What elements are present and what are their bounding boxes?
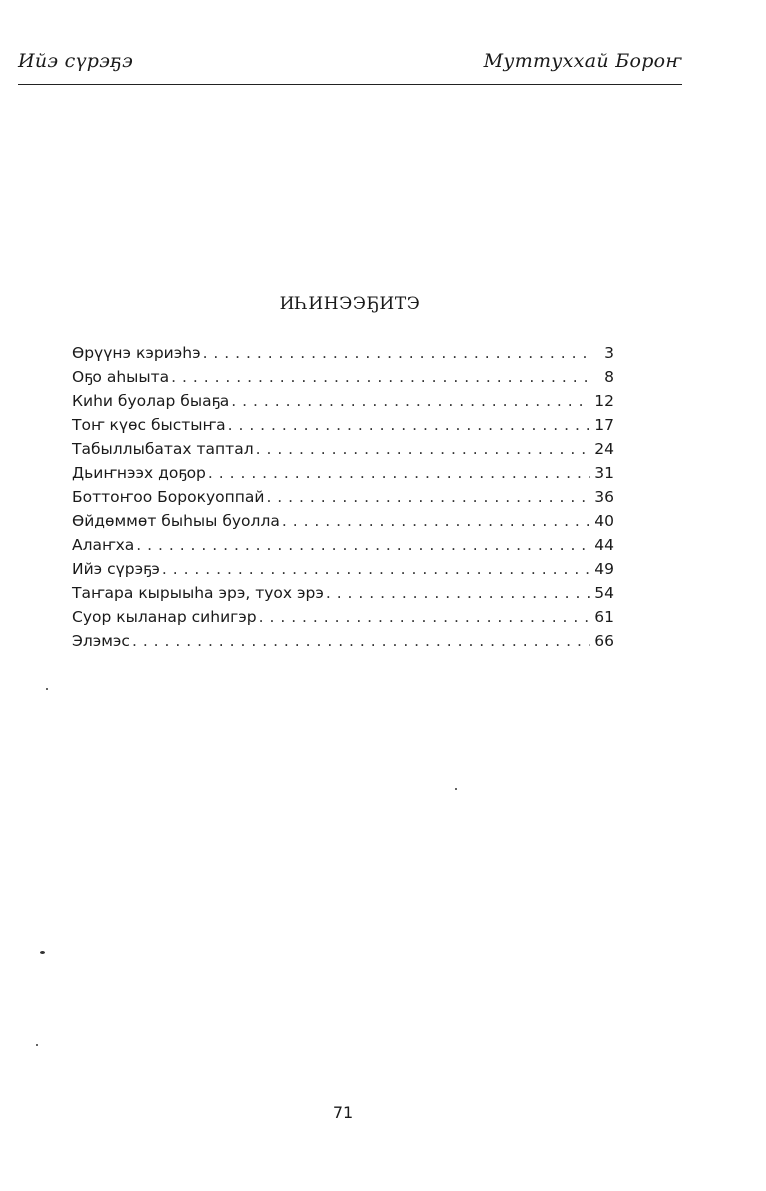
- author-name: Муттуххай Бороҥ: [483, 50, 682, 72]
- dot-leader: [326, 584, 590, 602]
- toc-entry: [72, 368, 614, 392]
- toc-entry-page: 12: [594, 392, 614, 410]
- toc-entry: [72, 512, 614, 536]
- toc-entry-page: 31: [594, 464, 614, 482]
- toc-title: ИҺИНЭЭҔИТЭ: [279, 294, 421, 314]
- toc-entry: [72, 608, 614, 632]
- toc-entry-title: Өрүүнэ кэриэһэ: [72, 344, 201, 362]
- toc-entry-title: Тоҥ күөс быстыҥа: [72, 416, 226, 434]
- toc-entry-page: 66: [594, 632, 614, 650]
- scan-speck: [455, 788, 457, 790]
- toc-entry-page: 17: [594, 416, 614, 434]
- scan-speck: [40, 951, 45, 954]
- toc-entry: [72, 392, 614, 416]
- dot-leader: [231, 392, 590, 410]
- dot-leader: [136, 536, 590, 554]
- toc-entry-page: 40: [594, 512, 614, 530]
- dot-leader: [171, 368, 592, 386]
- dot-leader: [203, 344, 592, 362]
- page-number: 71: [332, 1103, 354, 1122]
- toc-list: [72, 344, 614, 656]
- dot-leader: [256, 440, 591, 458]
- toc-entry-page: 24: [594, 440, 614, 458]
- toc-entry-title: Элэмэс: [72, 632, 130, 650]
- toc-entry-page: 3: [604, 344, 614, 362]
- toc-entry: [72, 416, 614, 440]
- toc-entry-title: Оҕо аһыыта: [72, 368, 170, 386]
- toc-entry: [72, 488, 614, 512]
- toc-entry-page: 8: [604, 368, 614, 386]
- dot-leader: [132, 632, 590, 650]
- toc-entry: [72, 632, 614, 656]
- dot-leader: [208, 464, 590, 482]
- toc-entry-title: Табыллыбатах таптал: [72, 440, 254, 458]
- toc-entry-title: Суор кыланар сиһигэр: [72, 608, 257, 626]
- toc-entry-title: Ийэ сүрэҕэ: [72, 560, 160, 578]
- dot-leader: [282, 512, 590, 530]
- toc-entry: [72, 560, 614, 584]
- toc-entry: [72, 440, 614, 464]
- dot-leader: [162, 560, 590, 578]
- toc-entry-page: 61: [594, 608, 614, 626]
- scan-speck: [36, 1044, 38, 1046]
- toc-entry: [72, 536, 614, 560]
- scan-speck: [46, 688, 48, 690]
- running-header: [18, 48, 682, 85]
- toc-entry: [72, 464, 614, 488]
- toc-entry: [72, 584, 614, 608]
- dot-leader: [266, 488, 590, 506]
- dot-leader: [259, 608, 591, 626]
- toc-entry-page: 36: [594, 488, 614, 506]
- toc-entry-page: 44: [594, 536, 614, 554]
- toc-entry-title: Алаҥха: [72, 536, 135, 554]
- toc-entry-title: Киһи буолар быаҕа: [72, 392, 230, 410]
- toc-entry-page: 49: [594, 560, 614, 578]
- dot-leader: [228, 416, 591, 434]
- toc-entry-page: 54: [594, 584, 614, 602]
- toc-entry-title: Таҥара кырыыһа эрэ, туох эрэ: [72, 584, 324, 602]
- toc-entry-title: Дьиҥнээх доҕор: [72, 464, 206, 482]
- book-title: Ийэ сүрэҕэ: [18, 50, 134, 72]
- toc-entry-title: Боттоҥоо Борокуоппай: [72, 488, 265, 506]
- toc-entry: [72, 344, 614, 368]
- toc-entry-title: Өйдөммөт быһыы буолла: [72, 512, 280, 530]
